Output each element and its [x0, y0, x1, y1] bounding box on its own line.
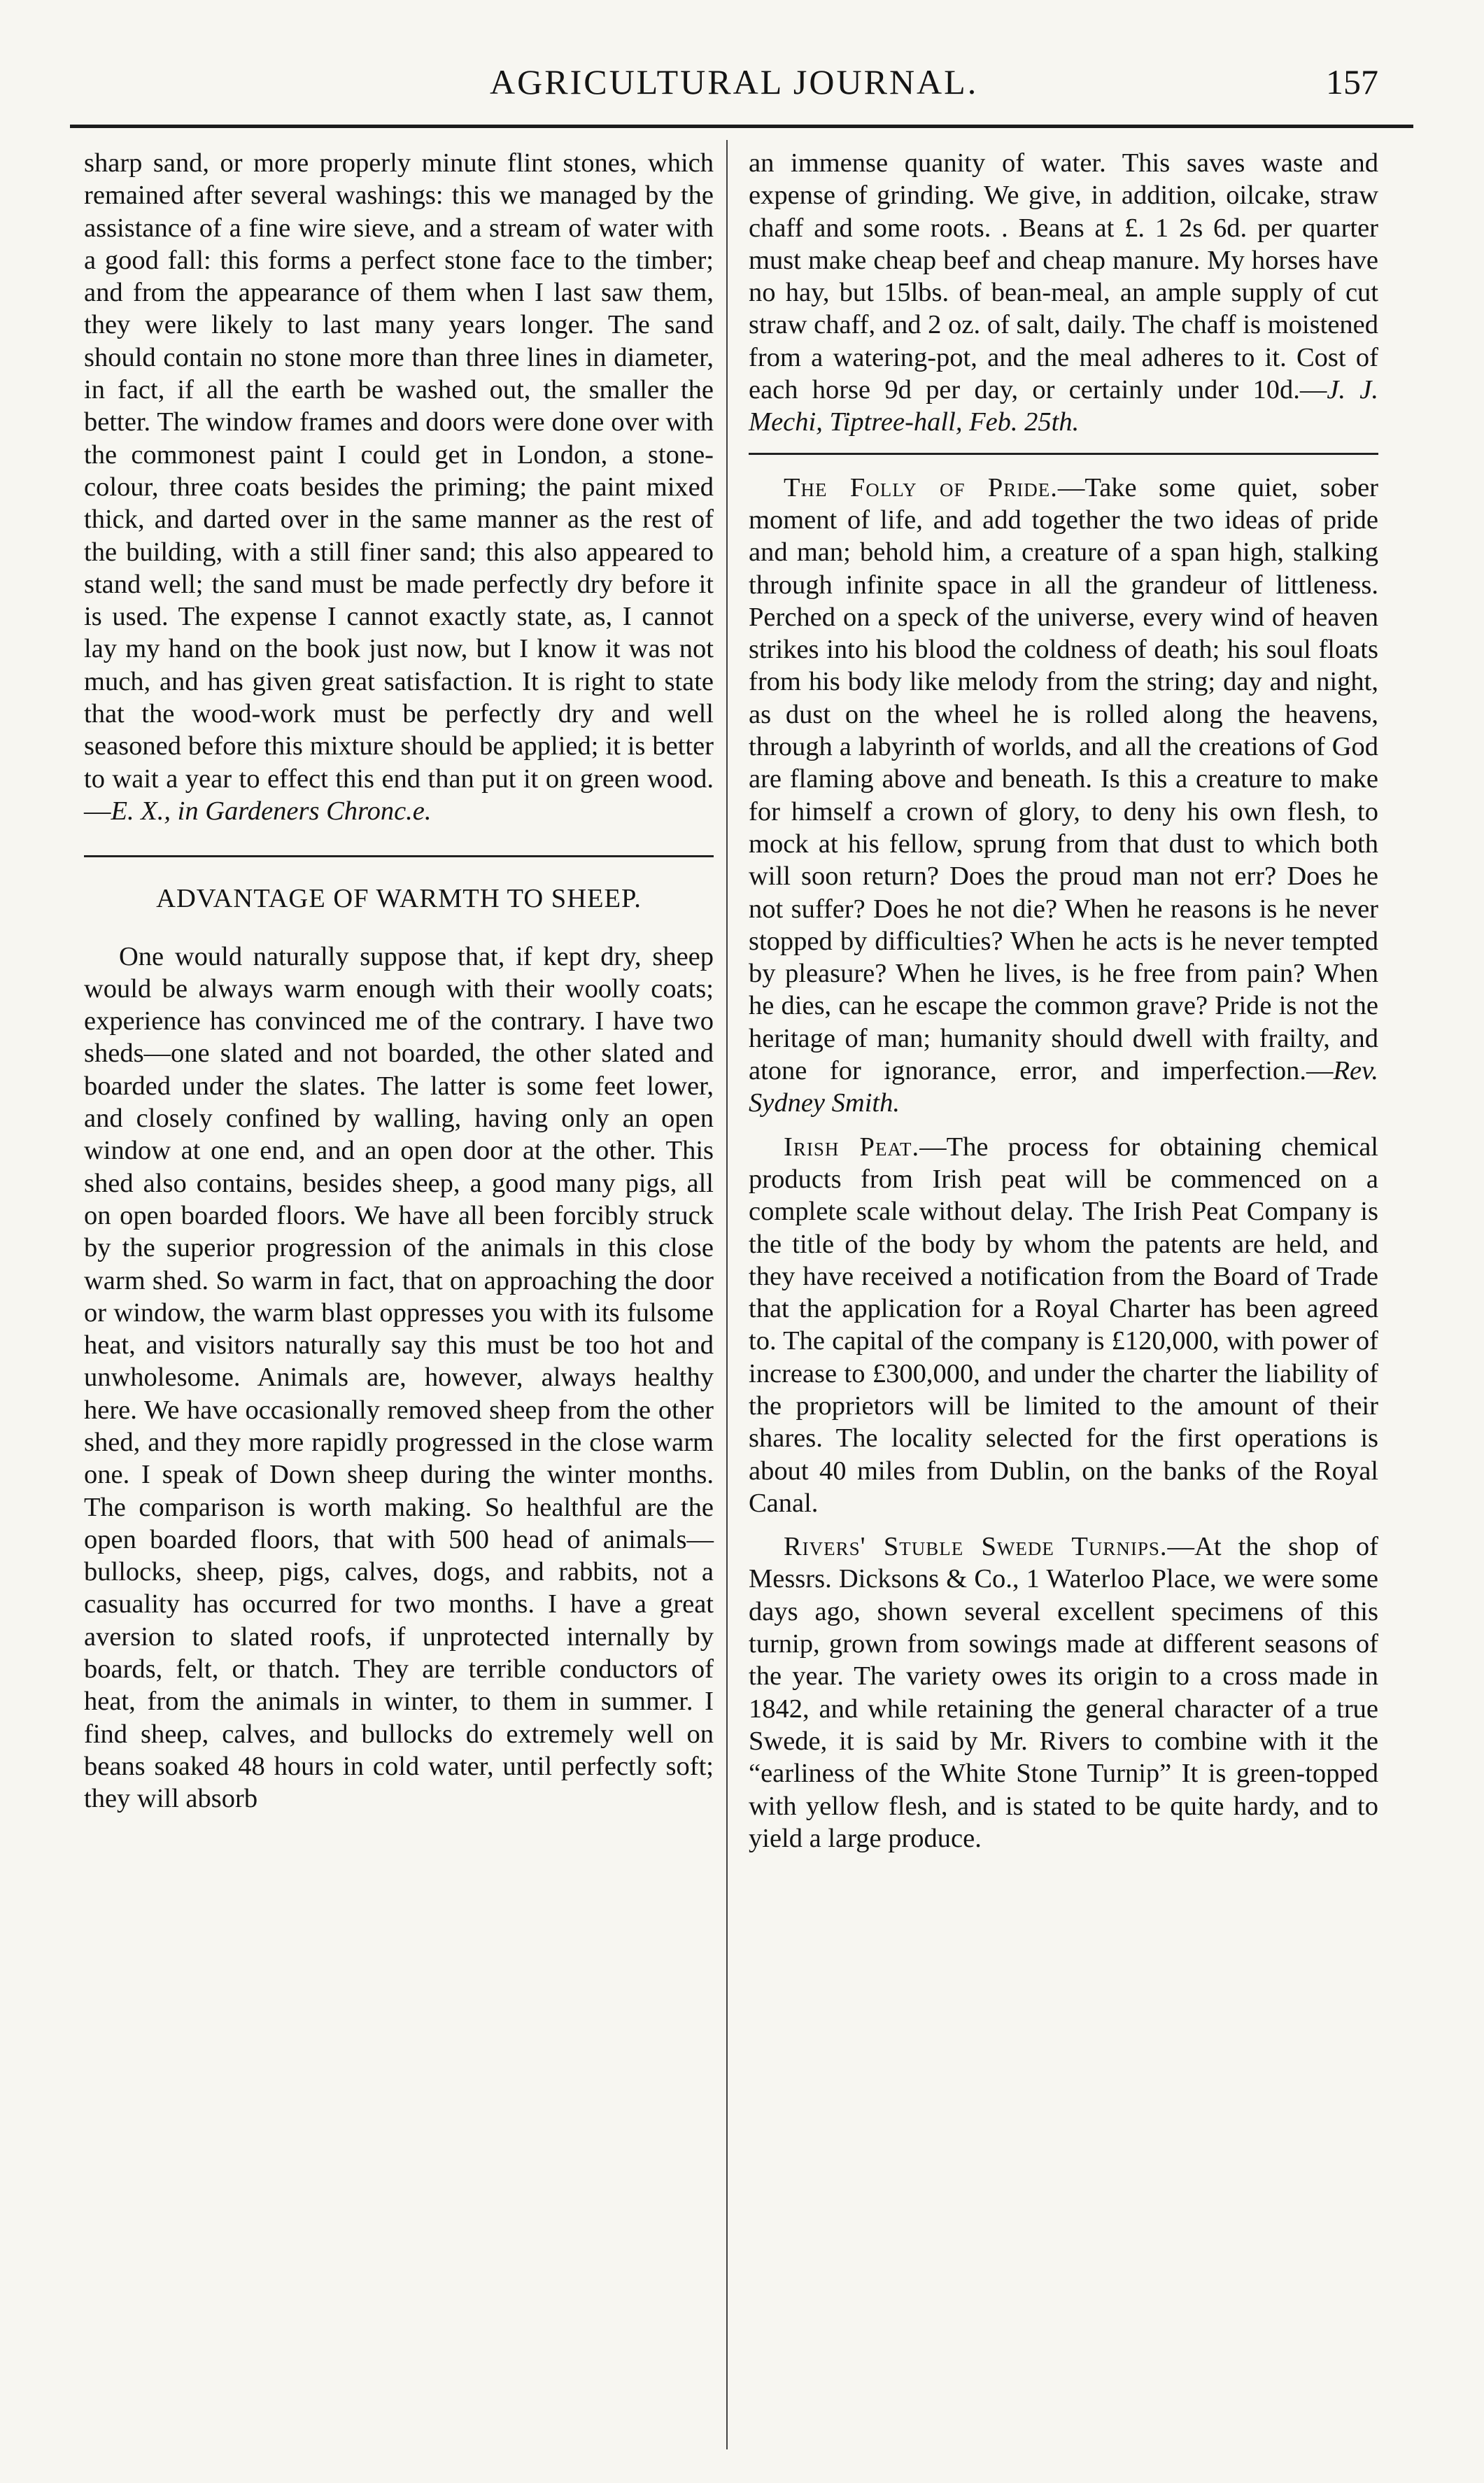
irish-peat-title: Irish Peat.: [784, 1132, 920, 1162]
swede-turnips-title: Rivers' Stuble Swede Turnips.: [784, 1532, 1168, 1562]
paragraph-spacer: [749, 1120, 1378, 1131]
beans-paragraph: [749, 147, 1378, 439]
beans-text: an immense quanity of water. This saves waste and expense of grinding. We give, in addition, oilcake, straw chaff and some roots. . Beans at £. 1 2s 6d. per quarter must make cheap beef and cheap manure. My horses have no hay, but 15lbs. of bean-meal, an ample supply of cut straw chaff, and 2 oz. of salt, daily. The chaff is moistened from a watering-pot, and the meal adheres to it. Cost of each horse 9d per day, or certainly under 10d.—: [749, 148, 1378, 405]
folly-of-pride-title: The Folly of Pride.: [784, 472, 1058, 502]
swede-turnips-paragraph: [749, 1531, 1378, 1855]
sheep-article-heading: ADVANTAGE OF WARMTH TO SHEEP.: [156, 884, 642, 914]
section-rule: [84, 855, 714, 857]
left-column: [84, 147, 714, 1815]
swede-turnips-text: —At the shop of Messrs. Dicksons & Co., 1 Waterloo Place, we were some days ago, shown several excellent specimens of this turnip, grown from sowings made at different seasons of the year. The variety owes its origin to a cross made in 1842, and while retaining the general character of a true Swede, it is said by Mr. Rivers to combine with it the “earliness of the White Stone Turnip” It is green-topped with yellow flesh, and is stated to be quite hardy, and to yield a large produce.: [749, 1532, 1378, 1853]
right-column: [749, 147, 1378, 1855]
sheep-article-paragraph: One would naturally suppose that, if kept dry, sheep would be always warm enough with their woolly coats; experience has convinced me of the contrary. I have two sheds—one slated and not boarded, the other slated and boarded under the slates. The latter is some feet lower, and closely confined by walling, having only an open window at one end, and an open door at the other. This shed also contains, besides sheep, a good many pigs, all on open boarded floors. We have all been forcibly struck by the superior progression of the animals in this close warm shed. So warm in fact, that on approaching the door or window, the warm blast oppresses you with its fulsome heat, and visitors naturally say this must be too hot and unwholesome. Animals are, however, always healthy here. We have occasionally removed sheep from the other shed, and they more rapidly progressed in the close warm one. I speak of Down sheep during the winter months. The comparison is worth making. So healthful are the open boarded floors, that with 500 head of animals—bullocks, sheep, pigs, calves, dogs, and rabbits, not a casuality has occurred for two months. I have a great aversion to slated roofs, if unprotected internally by boards, felt, or thatch. They are terrible conductors of heat, from the animals in winter, to them in summer. I find sheep, calves, and bullocks do extremely well on beans soaked 48 hours in cold water, until perfectly soft; they will absorb: [84, 941, 714, 1814]
section-rule: [749, 453, 1378, 455]
irish-peat-paragraph: [749, 1131, 1378, 1520]
running-title: AGRICULTURAL JOURNAL.: [490, 62, 979, 101]
paragraph-spacer: [749, 1519, 1378, 1531]
folly-of-pride-paragraph: [749, 472, 1378, 1120]
folly-of-pride-text: —Take some quiet, sober moment of life, and add together the two ideas of pride and man; behold him, a creature of a span high, stalking through infinite space in all the grandeur of littleness. Perched on a speck of the universe, every wind of heaven strikes into his blood the coldness of death; his soul floats from his body like melody from the string; day and night, as dust on the wheel he is rolled along the heavens, through a labyrinth of worlds, and all the creations of God are flaming above and beneath. Is this a creature to make for himself a crown of glory, to deny his own flesh, to mock at his fellow, sprung from that dust to which both will soon return? Does the proud man not err? Does he not suffer? Does he not die? When he reasons is he never stopped by difficulties? When he acts is he never tempted by pleasure? When he lives, is he free from pain? When he dies, can he escape the common grave? Pride is not the heritage of man; humanity should dwell with frailty, and atone for ignorance, error, and imperfection.—: [749, 472, 1378, 1086]
irish-peat-text: —The process for obtaining chemical products from Irish peat will be commenced on a complete scale without delay. The Irish Peat Company is the title of the body by whom the patents are held, and they have received a notification from the Board of Trade that the application for a Royal Charter has been agreed to. The capital of the company is £120,000, with power of increase to £300,000, and under the charter the liability of the proprietors will be limited to the amount of their shares. The locality selected for the first operations is about 40 miles from Dublin, on the banks of the Royal Canal.: [749, 1132, 1378, 1518]
wood-mixture-paragraph: [84, 147, 714, 827]
page-number: 157: [1326, 62, 1378, 101]
wood-mixture-text: sharp sand, or more properly minute flint stones, which remained after several washings: this we managed by the assistance of a fine wire sieve, and a stream of water with a good fall: this forms a perfect stone face to the timber; and from the appearance of them when I last saw them, they were likely to last many years longer. The sand should contain no stone more than three lines in diameter, in fact, if all the earth be washed out, the smaller the better. The window frames and doors were done over with the commonest paint I could get in London, a stone-colour, three coats besides the priming; the paint mixed thick, and darted over in the same manner as the rest of the building, with a still finer sand; this also appeared to stand well; the sand must be made perfectly dry before it is used. The expense I cannot exactly state, as, I cannot lay my hand on the book just now, but I know it was not much, and has given great satisfaction. It is right to state that the wood-work must be perfectly dry and well seasoned before this mixture should be applied; it is better to wait a year to effect this end than put it on green wood.—: [84, 148, 714, 826]
column-divider: [726, 140, 728, 2449]
beans-signature: J. J. Mechi, Tiptree-hall, Feb. 25th.: [749, 375, 1378, 437]
folly-of-pride-signature: Rev. Sydney Smith.: [749, 1056, 1378, 1118]
wood-mixture-signature: E. X., in Gardeners Chronc.e.: [111, 796, 432, 826]
header-rule: [70, 125, 1413, 128]
